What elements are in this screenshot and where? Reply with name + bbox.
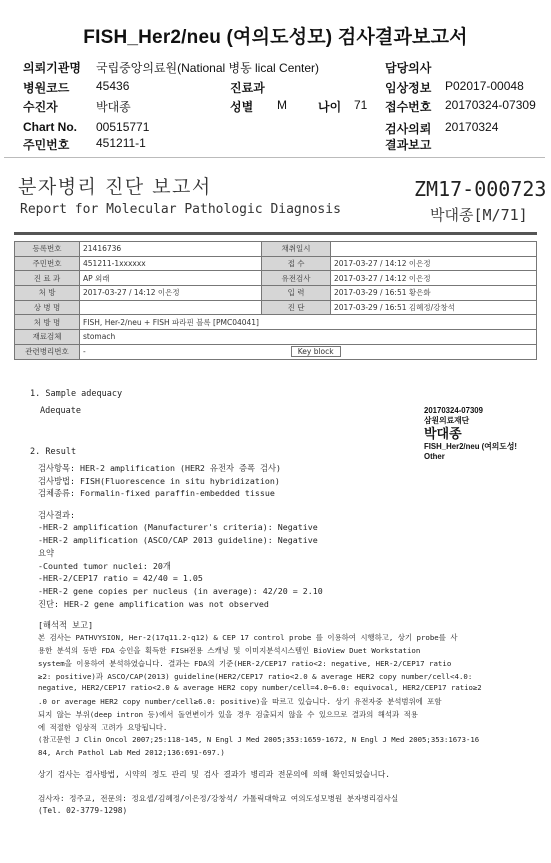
result-line: 요약 (38, 548, 55, 558)
table-label: 처 방 (15, 286, 80, 301)
interpretation-line: 되지 않는 부위(deep intron 등)에서 돌연변이가 있을 경우 검출되지 않을 수 있으므로 결과의 해석과 적용 (38, 710, 418, 719)
table-label: 재료검체 (15, 330, 80, 345)
report-patient: 박대종[M/71] (430, 206, 528, 224)
chart-label: Chart No. (23, 120, 77, 134)
chart-value: 00515771 (96, 120, 150, 134)
table-row (15, 330, 537, 345)
result-line: 진단: HER-2 gene amplification was not observed (38, 599, 269, 609)
table-value: FISH, Her-2/neu + FISH 파라핀 블록 [PMC04041] (80, 315, 537, 330)
table-value: 21416736 (80, 242, 262, 257)
table-row (15, 256, 537, 271)
table-value: 2017-03-27 / 14:12 이은정 (80, 286, 262, 301)
table-value (331, 242, 537, 257)
receipt-row (385, 98, 536, 115)
hospital-code-value: 45436 (96, 79, 130, 93)
document-title: FISH_Her2/neu (여의도성모) 검사결과보고서 (83, 27, 468, 48)
interpretation-line: (참고문헌 J Clin Oncol 2007;25:118-145, N Engl J Med 2005;353:1659-1672, N Engl J Med 2005;353:1673-16 (38, 735, 480, 744)
table-label: 입 력 (262, 286, 331, 301)
interpretation-line: .0 or average HER2 copy number/cell≥6.0: positive)을 따르고 있습니다. 상기 유전자중 분석범위에 포함 (38, 697, 442, 706)
result-report-label: 결과보고 (385, 138, 432, 152)
chart-row (23, 120, 150, 134)
table-value: AP 외래 (80, 271, 262, 286)
result-report-row (385, 136, 431, 153)
result-line: 검사결과: (38, 510, 76, 520)
institution-value: 국립중앙의료원(National 병동 lical Center) (96, 61, 320, 75)
institution-label: 의뢰기관명 (23, 61, 81, 75)
table-value: 2017-03-29 / 16:51 김혜정/강창석 (331, 300, 537, 315)
label-other: Other (424, 452, 445, 461)
result-line: -HER-2 amplification (Manufacturer's criteria): Negative (38, 522, 318, 532)
interpretation-line: ≥2: positive)과 ASCO/CAP(2013) guideline(HER2/CEP17 ratio<2.0 & average HER2 copy number/cell<4.0: (38, 672, 473, 681)
table-label: 처 방 명 (15, 315, 80, 330)
sample-value: Adequate (40, 406, 81, 416)
table-value (80, 344, 537, 359)
result-line: -Counted tumor nuclei: 20개 (38, 561, 171, 571)
table-value (80, 300, 262, 315)
table-label: 주민번호 (15, 256, 80, 271)
table-value: stomach (80, 330, 537, 345)
result-line: -HER-2/CEP17 ratio = 42/40 = 1.05 (38, 573, 203, 583)
label-foundation: 삼원의료재단 (424, 416, 470, 425)
age-value: 71 (354, 98, 368, 112)
result-line: 검체종류: Formalin-fixed paraffin-embedded tissue (38, 488, 275, 498)
sex-label: 성별 (230, 100, 254, 114)
clinical-value: P02017-00048 (445, 79, 524, 93)
request-row (385, 120, 499, 137)
telephone-text: (Tel. 02-3779-1298) (38, 806, 128, 815)
interpretation-heading: [해석적 보고] (38, 620, 94, 630)
table-row (15, 344, 537, 359)
table-label: 상 병 명 (15, 300, 80, 315)
clinical-row (385, 79, 524, 96)
signers-text: 검사자: 정주교, 전문의: 정요셉/김혜정/이은정/강창석/ 가톨릭대학교 여의도성모병원 분자병리검사실 (38, 794, 399, 803)
table-row (15, 315, 537, 330)
table-value: 451211-1xxxxxx (80, 256, 262, 271)
table-value: 2017-03-29 / 16:51 황은화 (331, 286, 537, 301)
resident-value: 451211-1 (96, 136, 146, 150)
confirmation-text: 상기 검사는 검사방법, 시약의 정도 관리 및 검사 결과가 병리과 전문의에 의해 확인되었습니다. (38, 770, 390, 779)
label-patient-name: 박대종 (424, 426, 462, 441)
table-label: 유전검사 (262, 271, 331, 286)
receipt-label: 접수번호 (385, 100, 432, 114)
hospital-code-label: 병원코드 (23, 81, 70, 95)
interpretation-line: negative, HER2/CEP17 ratio<2.0 & average HER2 copy number/cell=4.0~6.0: equivocal, HER2/CEP17 ratio≥2 (38, 683, 482, 692)
sample-heading: 1. Sample adequacy (30, 389, 123, 399)
interpretation-line: system을 이용하여 분석하였습니다. 결과는 FDA의 기준(HER-2/CEP17 ratio<2: negative, HER-2/CEP17 ratio (38, 659, 452, 668)
specimen-label (424, 406, 517, 462)
department-row (230, 79, 265, 96)
table-row (15, 286, 537, 301)
result-line: -HER-2 amplification (ASCO/CAP 2013 guideline): Negative (38, 535, 318, 545)
table-value: 2017-03-27 / 14:12 이은정 (331, 256, 537, 271)
report-number: ZM17-000723 (414, 177, 547, 201)
result-line: -HER-2 gene copies per nucleus (in average): 42/20 = 2.10 (38, 586, 323, 596)
result-heading: 2. Result (30, 447, 77, 457)
request-label: 검사의뢰 (385, 122, 432, 136)
table-row (15, 242, 537, 257)
institution-row (23, 59, 320, 76)
interpretation-line: 본 검사는 PATHVYSION, Her-2(17q11.2-q12) & CEP 17 control probe 를 이용하여 시행하고, 상기 probe를 사 (38, 633, 458, 642)
table-row (15, 271, 537, 286)
table-label: 접 수 (262, 256, 331, 271)
resident-label: 주민번호 (23, 138, 70, 152)
recipient-value: 박대종 (96, 100, 131, 114)
interpretation-line: 에 적절한 임상적 고려가 요망됩니다. (38, 723, 168, 732)
request-value: 20170324 (445, 120, 499, 134)
info-table (14, 241, 537, 360)
department-label: 진료과 (230, 81, 265, 95)
report-title-ko: 분자병리 진단 보고서 (18, 176, 212, 198)
table-label: 진 단 (262, 300, 331, 315)
report-rule (14, 232, 537, 235)
table-label: 채취일시 (262, 242, 331, 257)
sex-value: M (277, 98, 287, 112)
recipient-row (23, 98, 131, 115)
result-line: 검사방법: FISH(Fluorescence in situ hybridization) (38, 476, 280, 486)
divider (4, 157, 545, 158)
related-number-value: - (83, 347, 86, 357)
age-row (318, 98, 368, 115)
label-test-name: FISH_Her2/neu (여의도성! (424, 442, 517, 451)
table-label: 등록번호 (15, 242, 80, 257)
sex-row (230, 98, 287, 115)
age-label: 나이 (318, 100, 342, 114)
report-title-en: Report for Molecular Pathologic Diagnosis (20, 202, 341, 217)
interpretation-line: 84, Arch Pathol Lab Med 2012;136:691-697.) (38, 748, 225, 757)
table-label: 진 료 과 (15, 271, 80, 286)
key-block-box: Key block (291, 346, 341, 357)
doctor-row (385, 59, 431, 76)
result-line: 검사항목: HER-2 amplification (HER2 유전자 증폭 검사) (38, 463, 282, 473)
interpretation-line: 용한 분석의 동반 FDA 승인을 획득한 FISH전용 스캐닝 및 이미지분석시스템인 BioView Duet Workstation (38, 646, 421, 655)
hospital-code-row (23, 79, 130, 96)
recipient-label: 수진자 (23, 100, 58, 114)
table-row (15, 300, 537, 315)
clinical-label: 임상정보 (385, 81, 432, 95)
table-label: 관련병리번호 (15, 344, 80, 359)
table-value: 2017-03-27 / 14:12 이은정 (331, 271, 537, 286)
label-receipt-number: 20170324-07309 (424, 406, 483, 415)
receipt-value: 20170324-07309 (445, 98, 536, 112)
doctor-label: 담당의사 (385, 61, 432, 75)
resident-row (23, 136, 146, 153)
